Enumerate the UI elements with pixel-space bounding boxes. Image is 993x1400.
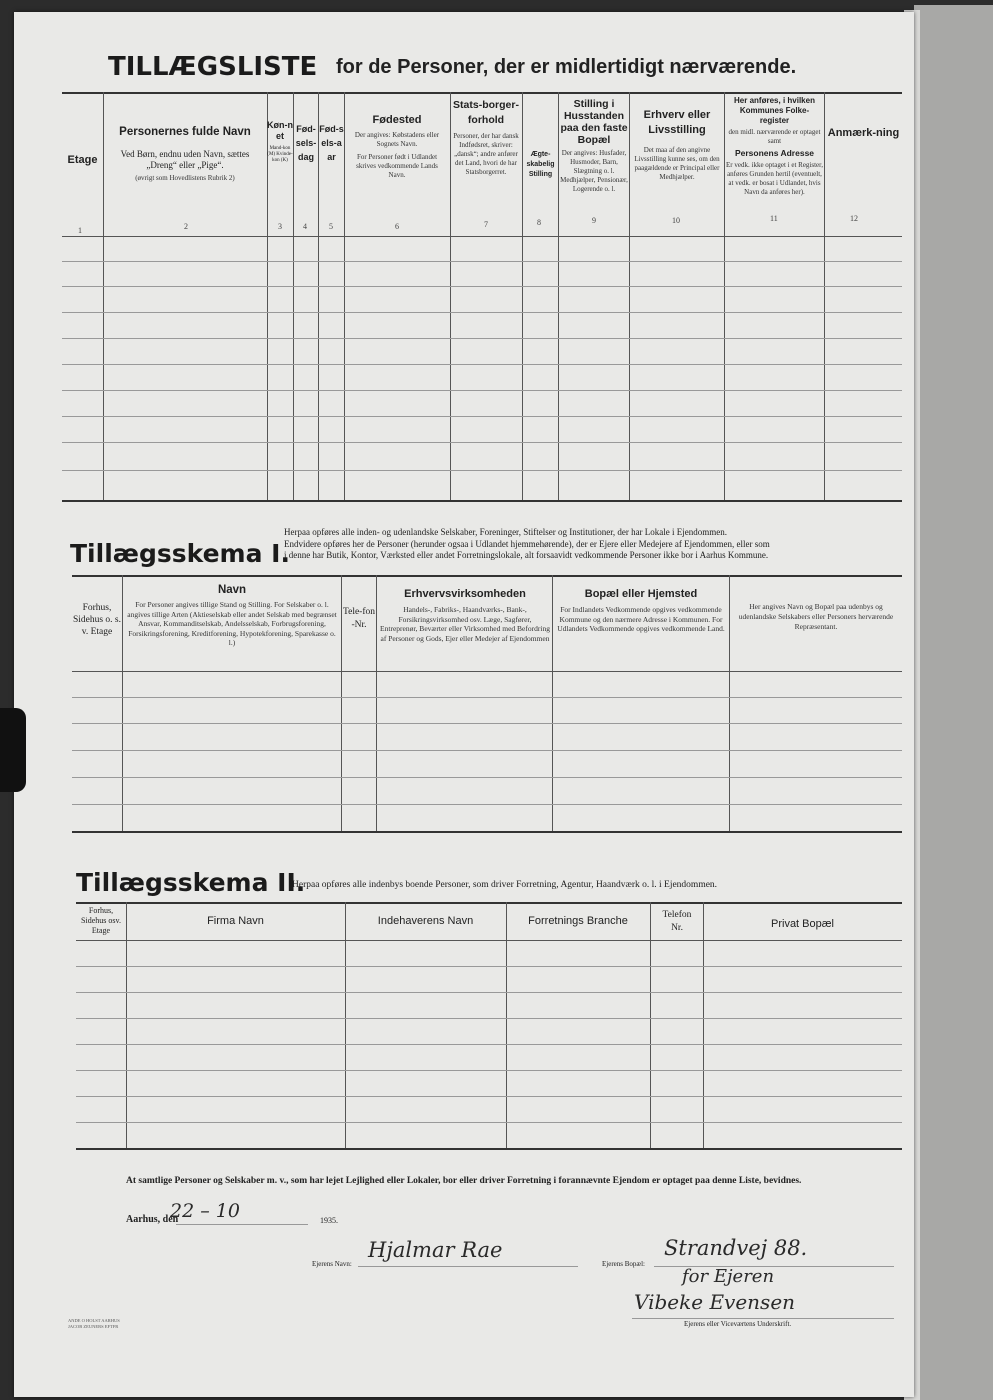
t1-col-sep	[103, 92, 104, 500]
col-koen-header: Køn-net Mand-kon (M) Kvinde-kon (K)	[267, 120, 293, 163]
col-number: 9	[592, 216, 596, 225]
s1-col-etage-header: Forhus, Sidehus o. s. v. Etage	[72, 603, 122, 637]
table-row	[76, 1070, 902, 1071]
t1-col-sep	[450, 92, 451, 500]
signature-handwritten: Vibeke Evensen	[634, 1290, 796, 1314]
form-page	[14, 12, 914, 1397]
table-row	[72, 804, 902, 805]
col-foedselsdag-header: Fød-sels-dag	[295, 124, 317, 162]
t3-col-sep	[506, 902, 507, 1148]
s2-col-telefon-header: Telefon Nr.	[662, 910, 692, 933]
col-erhverv-header: Erhverv eller Livsstilling Det maa af den angivne Livsstilling kunne ses, om den paagældende er Principal eller Medhjælper.	[634, 109, 720, 181]
table2-header-bottom	[72, 671, 902, 672]
table-row	[72, 697, 902, 698]
signature-line	[632, 1318, 894, 1319]
table-row	[72, 723, 902, 724]
s2-col-bopael-header: Privat Bopæl	[771, 918, 834, 930]
table3-top-border	[76, 902, 902, 904]
col-anmaerkning-header: Anmærk-ning	[827, 127, 900, 139]
t1-col-sep	[824, 92, 825, 500]
t3-col-sep	[345, 902, 346, 1148]
s2-col-indehaver-header: Indehaverens Navn	[377, 915, 474, 927]
table-row	[62, 261, 902, 262]
t1-col-sep	[344, 92, 345, 500]
col-number: 5	[329, 222, 333, 231]
next-page-edge	[914, 5, 993, 1400]
table1-bottom-border	[62, 500, 902, 502]
table-row	[62, 470, 902, 471]
skema2-intro: Herpaa opføres alle indenbys boende Personer, som driver Forretning, Agentur, Haandværk o. l. i Ejendommen.	[292, 880, 718, 890]
owner-name-label: Ejerens Navn:	[312, 1260, 352, 1268]
binder-clip	[0, 708, 26, 792]
table-row	[76, 1122, 902, 1123]
place-label: Aarhus, den	[126, 1214, 179, 1225]
skema1-title: Tillægsskema I.	[70, 539, 290, 568]
table2-bottom-border	[72, 831, 902, 833]
col-stilling-header: Stilling i Husstanden paa den faste Bopæl Der angives: Husfader, Husmoder, Barn, Slægtning o. l. Medhjælper, Pensionær, Logerende o. l.	[560, 98, 628, 193]
col-number: 12	[850, 214, 858, 223]
s2-col-branche-header: Forretnings Branche	[528, 915, 628, 927]
col-etage-header: Etage	[67, 154, 98, 166]
table-row	[62, 390, 902, 391]
t1-col-sep	[558, 92, 559, 500]
s1-col-telefon-header: Tele-fon-Nr.	[342, 607, 376, 630]
col-number: 8	[537, 218, 541, 227]
col-aegteskab-header: Ægte-skabelig Stilling	[526, 151, 555, 178]
date-handwritten: 22 – 10	[170, 1200, 240, 1222]
year-label: 1935.	[320, 1216, 338, 1225]
table-row	[72, 750, 902, 751]
signature-label: Ejerens eller Viceværtens Underskrift.	[684, 1320, 792, 1328]
col-number: 10	[672, 216, 680, 225]
col-number: 4	[303, 222, 307, 231]
col-number: 1	[78, 226, 82, 235]
table-row	[76, 966, 902, 967]
col-number: 7	[484, 220, 488, 229]
t3-col-sep	[703, 902, 704, 1148]
table-row	[72, 777, 902, 778]
table3-header-bottom	[76, 940, 902, 941]
s2-col-etage-header: Forhus, Sidehus osv. Etage	[81, 906, 121, 935]
t3-col-sep	[126, 902, 127, 1148]
t2-col-sep	[376, 575, 377, 831]
col-number: 2	[184, 222, 188, 231]
table2-top-border	[72, 575, 902, 577]
col-statsborger-header: Stats-borger-forhold Personer, der har dansk Indfødsret, skriver: „dansk“; andre anfører det Land, hvori de har Statsborgerret.	[453, 99, 519, 176]
table-row	[62, 286, 902, 287]
col-foedested-header: Fødested Der angives: Købstadens eller Sognets Navn. For Personer født i Udlandet skrives vedkommende Lands Navn.	[354, 114, 440, 179]
col-navn-header: Personernes fulde Navn Ved Børn, endnu uden Navn, sættes „Dreng“ eller „Pige“. (øvrigt som Hovedlistens Rubrik 2)	[119, 126, 251, 182]
col-number: 3	[278, 222, 282, 231]
t2-col-sep	[122, 575, 123, 831]
tillaegsliste-title: TILLÆGSLISTE	[108, 52, 318, 82]
date-line	[176, 1224, 308, 1225]
col-number: 6	[395, 222, 399, 231]
printer-mark: ANDE O HOLST AARHUS JACOB ZEUNERS EFTFR	[68, 1318, 120, 1329]
owner-name-handwritten: Hjalmar Rae	[368, 1238, 503, 1262]
table-row	[62, 312, 902, 313]
tillaegsliste-subtitle: for de Personer, der er midlertidigt nærværende.	[336, 56, 797, 78]
s1-col-erhverv-header: Erhvervsvirksomheden Handels-, Fabriks-, Haandværks-, Bank-, Forsikringsvirksomhed osv. Læge, Sagfører, Entreprenør, Beværter eller Virksomhed med Befordring af Personer og Gods, Ejer eller Medejer af Ejendommen	[380, 588, 550, 643]
table1-header-bottom	[62, 236, 902, 237]
t2-col-sep	[729, 575, 730, 831]
s1-col-navn-header: Navn For Personer angives tillige Stand og Stilling. For Selskaber o. l. angives tillige Arten (Aktieselskab eller andet Selskab med begrænset Ansvar, Kommanditselskab, Andelsselskab, Forbrugsforening, Forsikringsforening, Kreditforening, Hypotekforening, Sparekasse o. l.)	[127, 584, 337, 647]
owner-address-label: Ejerens Bopæl:	[602, 1260, 645, 1268]
table-row	[62, 364, 902, 365]
s1-col-bopael-header: Bopæl eller Hjemsted For Indlandets Vedkommende opgives vedkommende Kommune og den nærmere Adresse i Kommunen. For Udlandets Vedkommende opgives vedkommende Land.	[557, 588, 725, 633]
table-row	[62, 416, 902, 417]
t3-col-sep	[650, 902, 651, 1148]
s1-col-repraesentant-header: Her angives Navn og Bopæl paa udenbys og udenlandske Selskabers eller Personers herværende Repræsentant.	[738, 602, 894, 631]
owner-address-handwritten: Strandvej 88.	[664, 1236, 808, 1260]
col-number: 11	[770, 214, 778, 223]
col-folkeregister-header: Her anføres, i hvilken Kommunes Folke-register den midl. nærværende er optaget samt Personens Adresse Er vedk. ikke optaget i et Register, anføres Grunden hertil (eventuelt, at vedk. er bosat i Udlandet, hvis Navn da anføres her).	[726, 96, 823, 196]
table3-bottom-border	[76, 1148, 902, 1150]
skema1-intro: Herpaa opføres alle inden- og udenlandske Selskaber, Foreninger, Stiftelser og Institutioner, der har Lokale i Ejendommen. Endvidere opføres her de Personer (herunder ogsaa i Udlandet hjemmehørende), der er Ejere eller Medejere af Ejendommen, eller som i denne har Butik, Kontor, Værksted eller andet Forretningslokale, alt forsaavidt vedkommende Personer ikke bor i Aarhus Kommune.	[284, 527, 770, 560]
table-row	[76, 1096, 902, 1097]
t1-col-sep	[724, 92, 725, 500]
for-owner-handwritten: for Ejeren	[682, 1266, 775, 1287]
table1-top-border	[62, 92, 902, 94]
certification-text: At samtlige Personer og Selskaber m. v., som har lejet Lejlighed eller Lokaler, bor eller driver Forretning i forannævnte Ejendom er optaget paa denne Liste, bevidnes.	[126, 1176, 802, 1186]
t1-col-sep	[629, 92, 630, 500]
table-row	[76, 1018, 902, 1019]
table-row	[62, 338, 902, 339]
col-foedselsaar-header: Fød-sels-aar	[319, 124, 344, 162]
s2-col-firma-header: Firma Navn	[207, 915, 264, 927]
table-row	[76, 992, 902, 993]
table-row	[62, 442, 902, 443]
skema2-title: Tillægsskema II.	[76, 868, 306, 897]
t2-col-sep	[552, 575, 553, 831]
table-row	[76, 1044, 902, 1045]
owner-name-line	[358, 1266, 578, 1267]
